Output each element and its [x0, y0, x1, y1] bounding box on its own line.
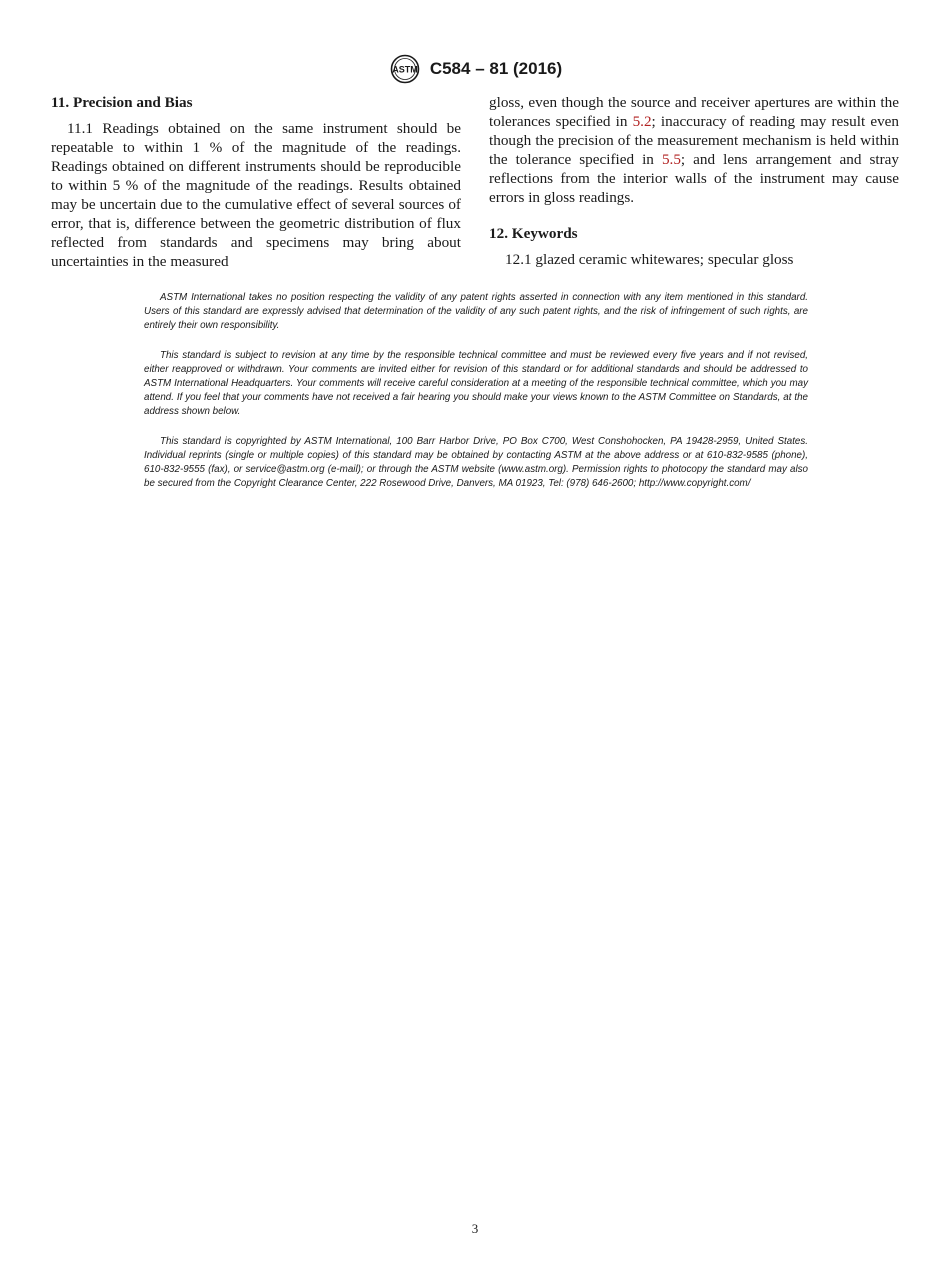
section-11-1-text-c: ; and lens arrangement and stray reflections from the interior walls of the instrument may cause errors in gloss readings.	[489, 151, 899, 206]
astm-logo-text: ASTM	[392, 64, 418, 75]
right-column	[489, 93, 899, 269]
patent-notice: ASTM International takes no position respecting the validity of any patent rights asserted in connection with any item mentioned in this standard. Users of this standard are expressly advised that determination of the validity of any such patent rights, and the risk of infringement of such rights, are entirely their own responsibility.	[144, 292, 808, 331]
section-12-heading: 12. Keywords	[489, 225, 578, 242]
left-column	[51, 93, 461, 271]
revision-notice: This standard is subject to revision at any time by the responsible technical committee and must be reviewed every five years and if not revised, either reapproved or withdrawn. Your comments are invited either for revision of this standard or for additional standards and should be addressed to ASTM International Headquarters. Your comments will receive careful consideration at a meeting of the responsible technical committee, which you may attend. If you feel that your comments have not received a fair hearing you should make your views known to the ASTM Committee on Standards, at the address shown below.	[144, 350, 808, 417]
standard-designation: C584 – 81 (2016)	[429, 59, 563, 78]
copyright-notice: This standard is copyrighted by ASTM International, 100 Barr Harbor Drive, PO Box C700, West Conshohocken, PA 19428-2959, United States. Individual reprints (single or multiple copies) of this standard may be obtained by contacting ASTM at the above address or at 610-832-9585 (phone), 610-832-9555 (fax), or service@astm.org (e-mail); or through the ASTM website (www.astm.org). Permission rights to photocopy the standard may also be secured from the Copyright Clearance Center, 222 Rosewood Drive, Danvers, MA 01923, Tel: (978) 646-2600; http://www.copyright.com/	[144, 436, 808, 489]
ref-5-2-link[interactable]: 5.2	[632, 113, 652, 130]
section-11-1-continued	[489, 93, 899, 207]
section-11-1-text-b: ; inaccuracy of reading may result even though the precision of the measurement mechanism is held within the tolerance specified in	[489, 113, 899, 168]
astm-logo-icon	[388, 54, 422, 84]
legal-notices	[144, 291, 808, 508]
section-11-heading: 11. Precision and Bias	[51, 94, 193, 111]
ref-5-5-link[interactable]: 5.5	[661, 151, 681, 168]
section-11-1-text: 11.1 Readings obtained on the same instrument should be repeatable to within 1 % of the magnitude of the readings. Readings obtained on different instruments should be reproducible to within 5 % of the magnitude of the readings. Results obtained may be uncertain due to the cumulative effect of several sources of error, that is, difference between the geometric distribution of flux reflected from standards and specimens may bring about uncertainties in the measured	[51, 120, 461, 270]
page-header	[0, 54, 950, 89]
section-11-1-text-a: gloss, even though the source and receiver apertures are within the tolerances specified in	[489, 94, 899, 130]
section-12-1-text: 12.1 glazed ceramic whitewares; specular gloss	[505, 251, 794, 268]
page-number: 3	[471, 1221, 479, 1236]
